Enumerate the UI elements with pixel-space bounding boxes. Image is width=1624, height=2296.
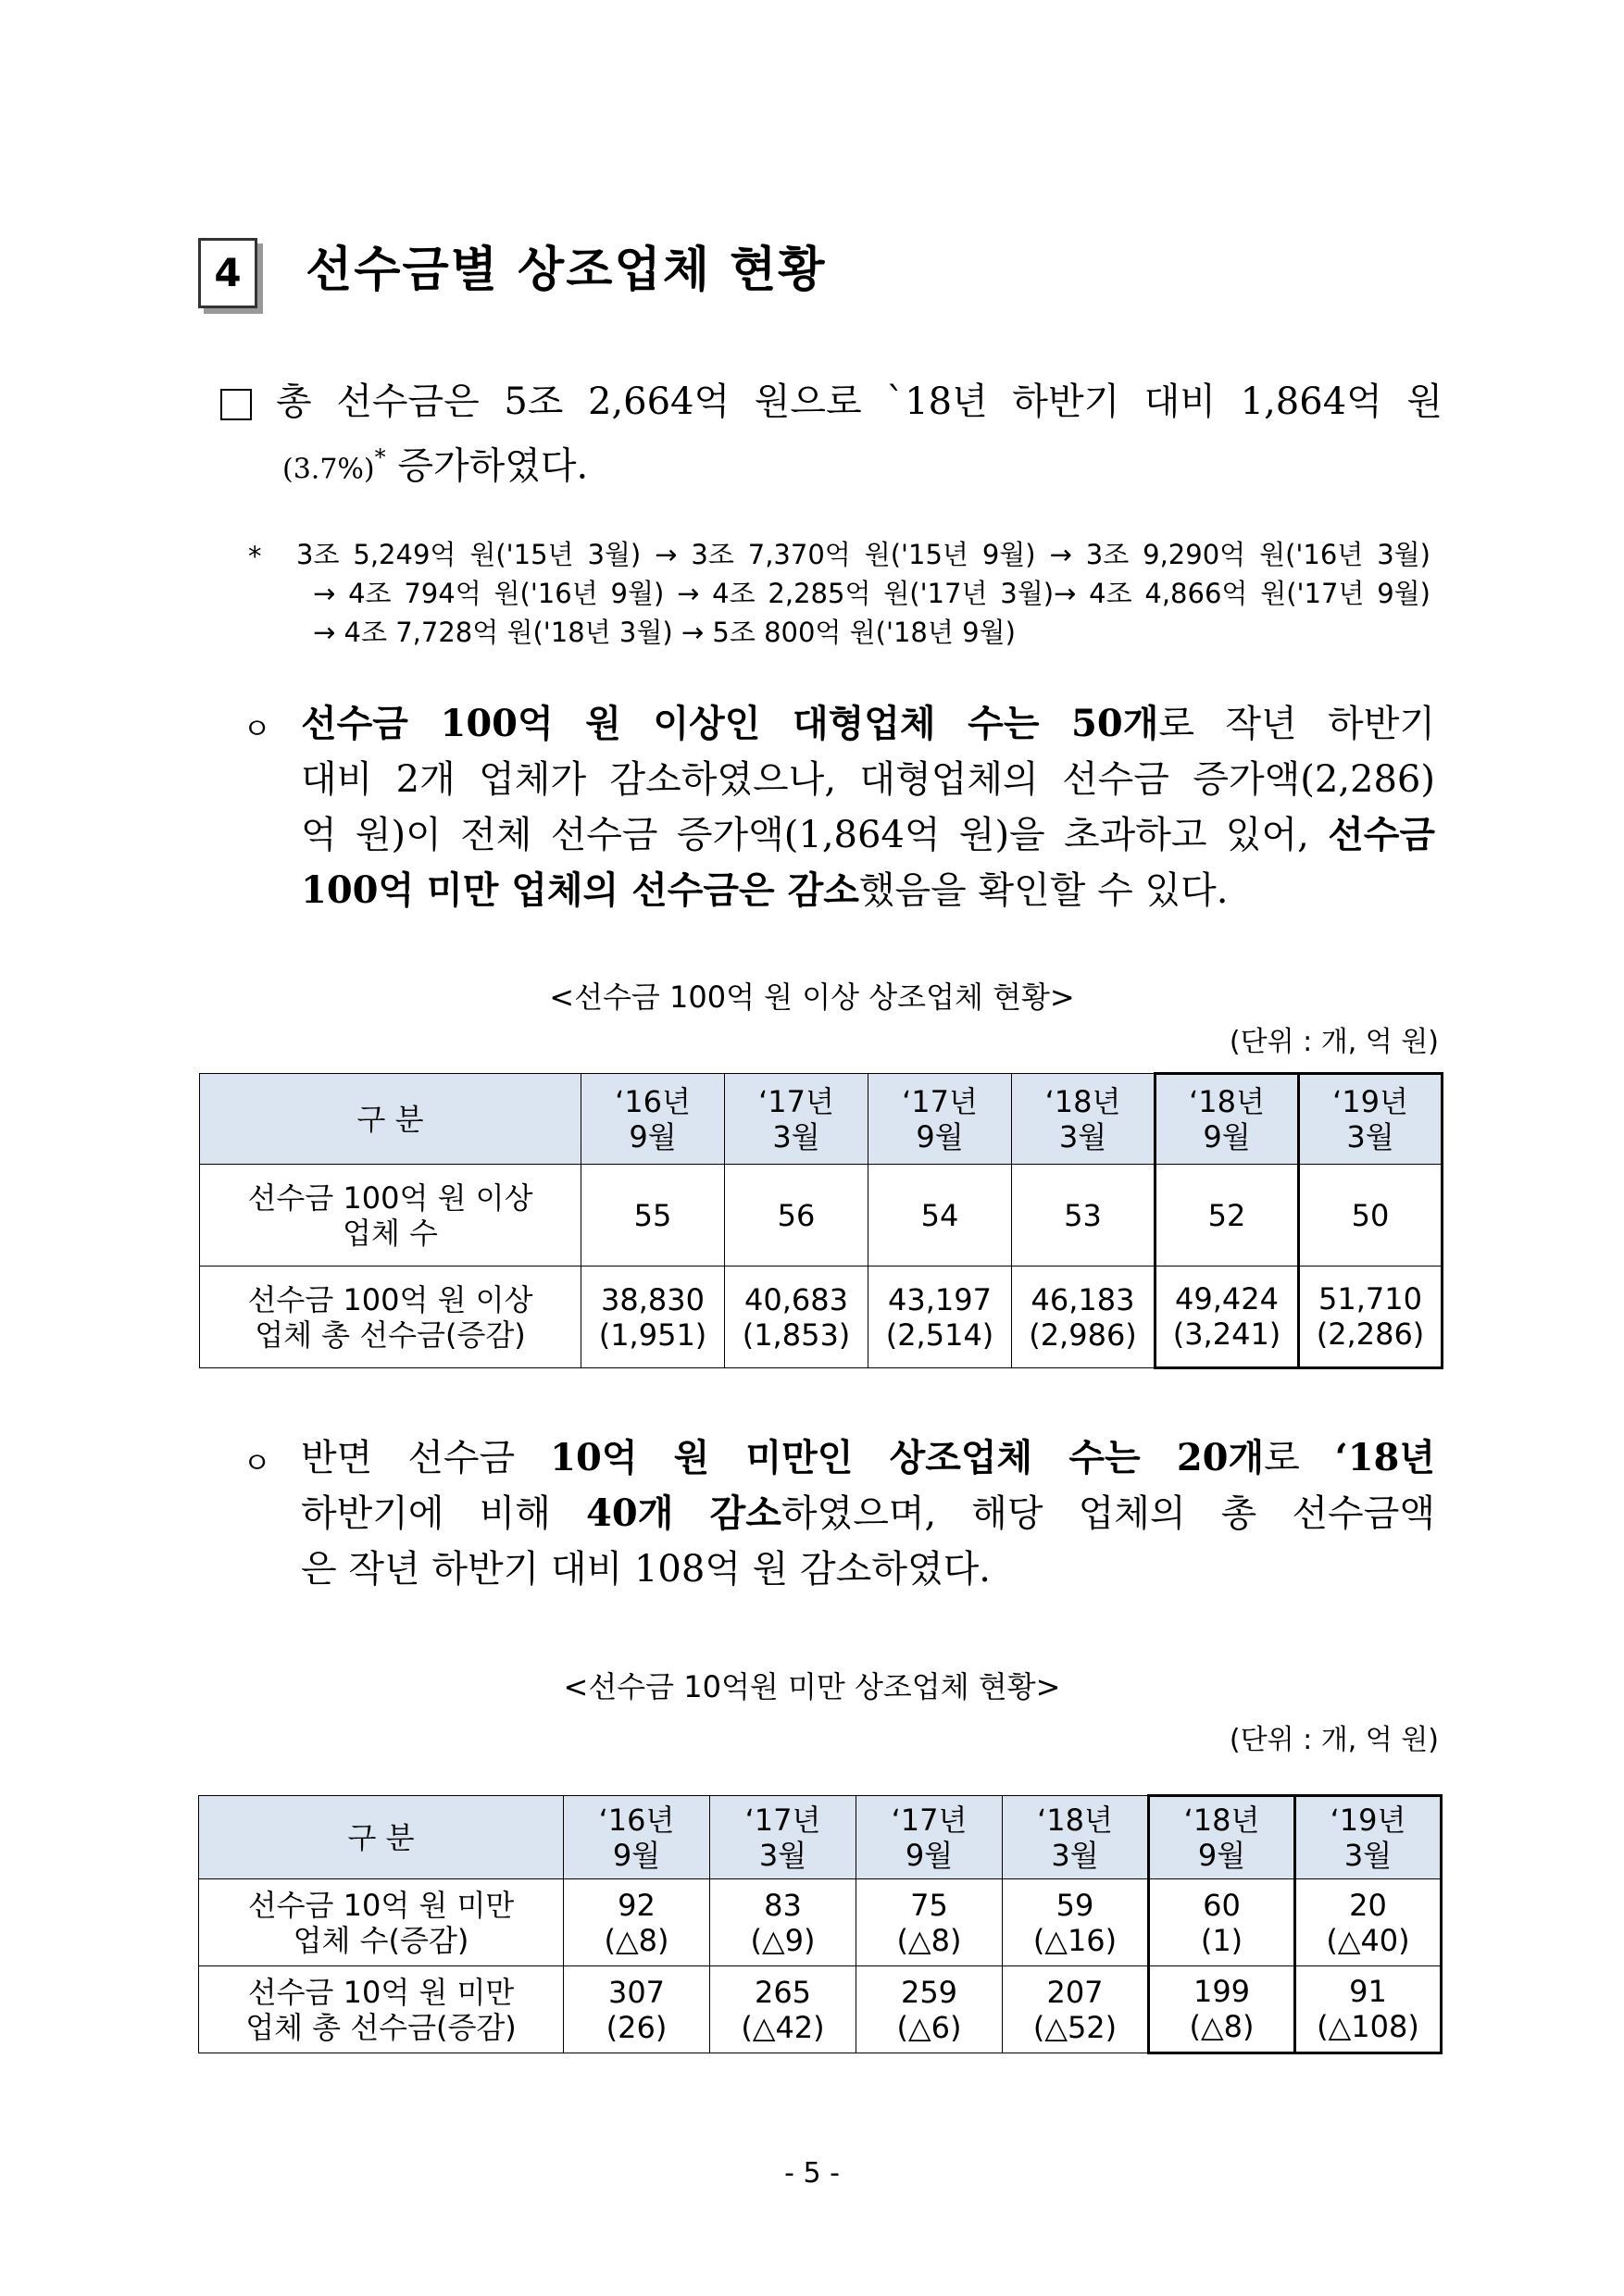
point1-text: 로 작년 하반기 (1158, 703, 1435, 745)
period-header: ‘16년 9월 (564, 1796, 710, 1879)
point1-bold-text: 선수금 (1328, 813, 1435, 856)
table2-unit: (단위 : 개, 억 원) (1229, 1724, 1439, 1756)
period-header: ‘17년 3월 (725, 1074, 868, 1165)
table1 (199, 1072, 1443, 1369)
section-number-box: 4 (198, 238, 257, 308)
point1-bold-text: 100억 미만 업체의 선수금은 감소 (301, 868, 859, 912)
period-header: ‘17년 3월 (710, 1796, 856, 1879)
table-header-row (199, 1796, 1442, 1879)
table-cell: 20 (△40) (1295, 1879, 1442, 1966)
table-cell: 92 (△8) (564, 1879, 710, 1966)
table-cell: 75 (△8) (856, 1879, 1003, 1966)
table-cell: 60 (1) (1149, 1879, 1295, 1966)
period-header: ‘18년 3월 (1012, 1074, 1156, 1165)
table-cell: 53 (1012, 1165, 1156, 1267)
table-row (199, 1966, 1442, 2053)
table1-unit: (단위 : 개, 억 원) (1229, 1026, 1439, 1058)
point1-line-3 (301, 807, 1435, 863)
table-row (200, 1267, 1443, 1368)
period-header: ‘18년 9월 (1149, 1796, 1295, 1879)
page-number: - 5 - (784, 2157, 840, 2190)
point2-text: 하반기에 비해 (301, 1492, 587, 1535)
table-cell: 307 (26) (564, 1966, 710, 2053)
table1-caption: <선수금 100억 원 이상 상조업체 현황> (549, 980, 1075, 1015)
footnote-line-2: → 4조 794억 원('16년 9월) → 4조 2,285억 원('17년 3월)→ 4조 4,866억 원('17년 9월) (313, 578, 1430, 609)
period-header: ‘19년 3월 (1295, 1796, 1442, 1879)
period-header: ‘17년 9월 (856, 1796, 1003, 1879)
table-cell: 46,183 (2,986) (1012, 1267, 1156, 1368)
summary-line-1: 총 선수금은 5조 2,664억 원으로 `18년 하반기 대비 1,864억 원 (276, 381, 1443, 423)
point2-bold-text: 40개 감소 (586, 1491, 781, 1535)
table-cell: 40,683 (1,853) (725, 1267, 868, 1368)
row-label: 선수금 10억 원 미만 업체 수(증감) (199, 1879, 564, 1966)
table-cell: 91 (△108) (1295, 1966, 1442, 2053)
point1-text: 억 원)이 전체 선수금 증가액(1,864억 원)을 초과하고 있어, (301, 814, 1329, 856)
table-row (200, 1165, 1443, 1267)
table2 (198, 1794, 1443, 2054)
period-header: ‘19년 3월 (1299, 1074, 1443, 1165)
point2-bold-text: 10억 원 미만인 상조업체 수는 20개 (550, 1436, 1265, 1479)
table-cell: 38,830 (1,951) (581, 1267, 725, 1368)
summary-increase-text: 증가하였다. (385, 444, 589, 488)
period-header: ‘16년 9월 (581, 1074, 725, 1165)
circle-bullet-icon: ㅇ (243, 711, 271, 746)
table-cell: 54 (868, 1165, 1012, 1267)
row-label: 선수금 10억 원 미만 업체 총 선수금(증감) (199, 1966, 564, 2053)
point2-line-2 (301, 1486, 1435, 1541)
summary-asterisk: * (374, 444, 386, 470)
table-cell: 259 (△6) (856, 1966, 1003, 2053)
row-label: 선수금 100억 원 이상 업체 총 선수금(증감) (200, 1267, 581, 1368)
table-cell: 43,197 (2,514) (868, 1267, 1012, 1368)
table-cell: 50 (1299, 1165, 1443, 1267)
point1-line-2: 대비 2개 업체가 감소하였으나, 대형업체의 선수금 증가액(2,286) (301, 758, 1435, 801)
table-cell: 52 (1156, 1165, 1299, 1267)
table-header-row (200, 1074, 1443, 1165)
point1-line-1 (301, 696, 1435, 752)
table-cell: 55 (581, 1165, 725, 1267)
point2-text: 로 (1264, 1437, 1335, 1479)
point1-bold-text: 선수금 100억 원 이상인 대형업체 수는 50개 (301, 702, 1159, 745)
period-header: ‘18년 3월 (1003, 1796, 1149, 1879)
footnote-line-3: → 4조 7,728억 원('18년 3월) → 5조 800억 원('18년 9월) (313, 617, 1016, 648)
table-cell: 207 (△52) (1003, 1966, 1149, 2053)
period-header: ‘17년 9월 (868, 1074, 1012, 1165)
table-cell: 59 (△16) (1003, 1879, 1149, 1966)
table-cell: 49,424 (3,241) (1156, 1267, 1299, 1368)
circle-bullet-icon: ㅇ (243, 1445, 271, 1480)
point2-text: 반면 선수금 (301, 1437, 551, 1479)
point2-line-1 (301, 1430, 1435, 1486)
footnote-line-1: 3조 5,249억 원('15년 3월) → 3조 7,370억 원('15년 9월) → 3조 9,290억 원('16년 3월) (296, 539, 1430, 570)
point2-bold-text: ‘18년 (1334, 1436, 1435, 1479)
table-cell: 199 (△8) (1149, 1966, 1295, 2053)
point1-text: 했음을 확인할 수 있다. (858, 869, 1229, 912)
row-label: 선수금 100억 원 이상 업체 수 (200, 1165, 581, 1267)
footnote-marker: * (248, 541, 262, 572)
table-cell: 51,710 (2,286) (1299, 1267, 1443, 1368)
checkbox-bullet-icon (220, 389, 252, 420)
table-row (199, 1879, 1442, 1966)
table2-caption: <선수금 10억원 미만 상조업체 현황> (563, 1669, 1061, 1704)
period-header: ‘18년 9월 (1156, 1074, 1299, 1165)
point1-line-4 (301, 863, 1229, 918)
table-cell: 265 (△42) (710, 1966, 856, 2053)
header-label: 구 분 (200, 1074, 581, 1165)
summary-percent: (3.7%) (282, 453, 375, 486)
section-title: 선수금별 상조업체 현황 (306, 243, 827, 298)
summary-line-2 (282, 430, 588, 497)
point2-text: 하였으며, 해당 업체의 총 선수금액 (781, 1492, 1435, 1535)
table-cell: 83 (△9) (710, 1879, 856, 1966)
table-cell: 56 (725, 1165, 868, 1267)
point2-line-3: 은 작년 하반기 대비 108억 원 감소하였다. (301, 1548, 991, 1591)
header-label: 구 분 (199, 1796, 564, 1879)
